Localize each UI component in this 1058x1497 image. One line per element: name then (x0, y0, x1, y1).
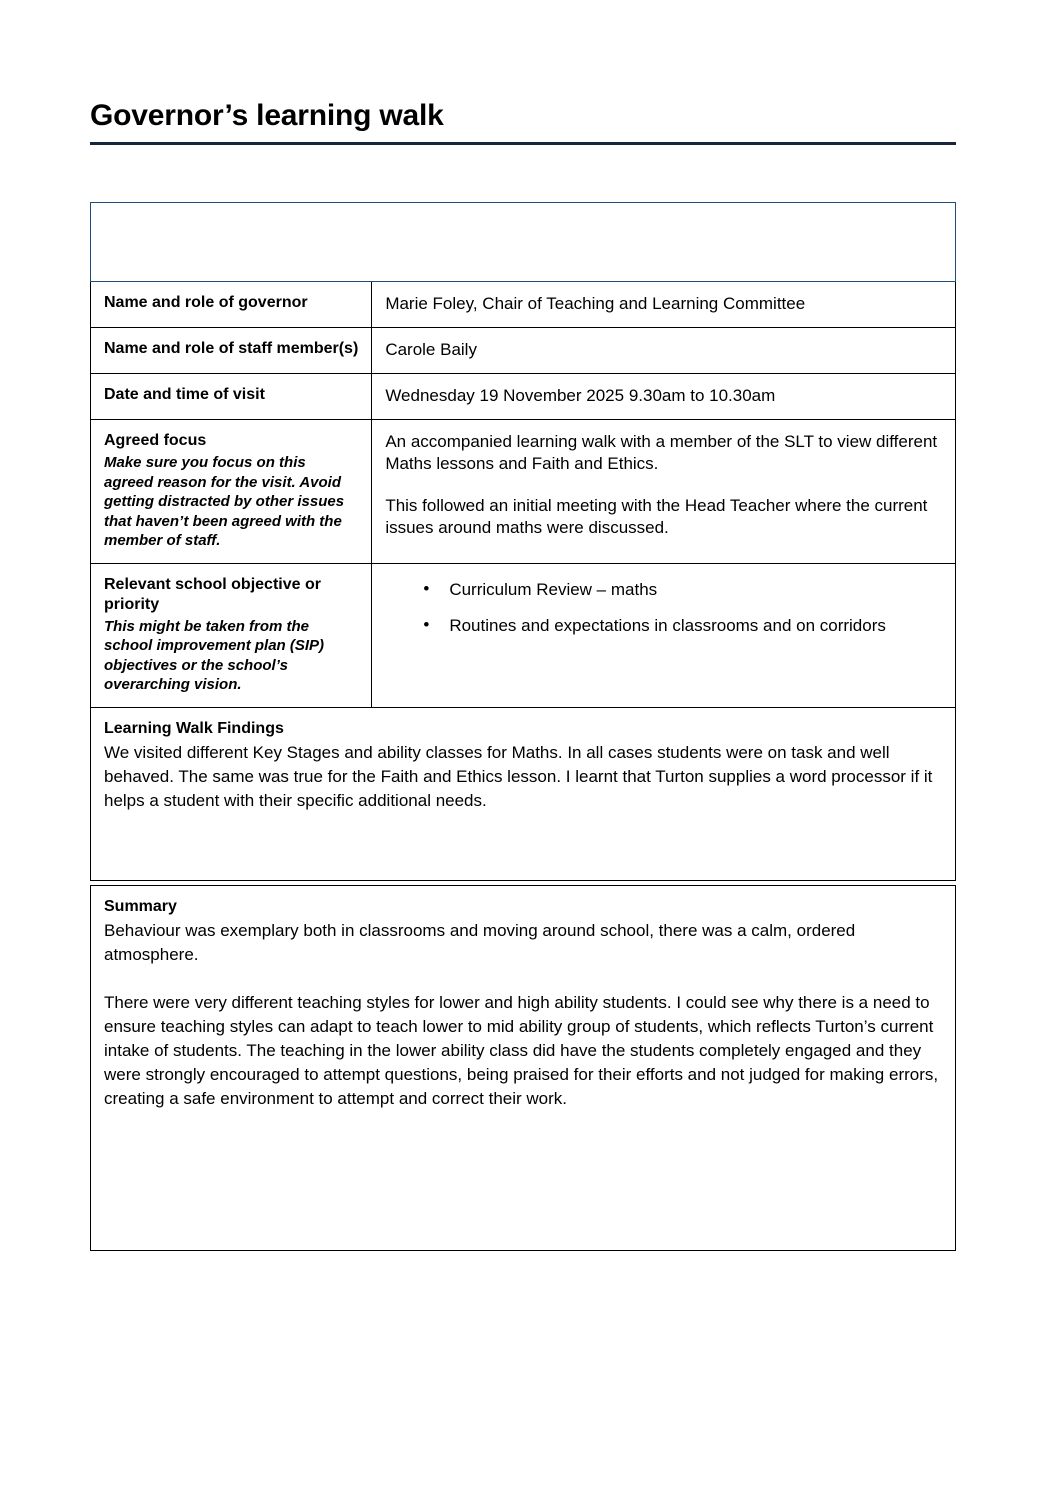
row-label-cell-objective (91, 563, 372, 707)
section-title: Summary (104, 897, 177, 915)
table-row (91, 374, 956, 420)
findings-section-cell (91, 707, 956, 880)
row-value-paragraph: This followed an initial meeting with the Head Teacher where the current issues around maths were discussed. (385, 496, 928, 537)
row-value-paragraph: An accompanied learning walk with a member of the SLT to view different Maths lessons and Faith and Ethics. (385, 432, 938, 473)
row-label-cell-datetime (91, 374, 372, 420)
table-header-row (91, 203, 956, 282)
row-value-cell-objective (372, 563, 956, 707)
title-rule (90, 142, 956, 145)
plan-header-cell (91, 203, 956, 282)
table-row (91, 420, 956, 564)
table-row (91, 563, 956, 707)
row-value-cell-governor (372, 282, 956, 328)
table-row (91, 707, 956, 880)
row-value-cell-datetime (372, 374, 956, 420)
row-label: Name and role of staff member(s) (104, 340, 359, 357)
row-value: Wednesday 19 November 2025 9.30am to 10.30am (385, 386, 776, 405)
row-label: Agreed focus (104, 432, 207, 449)
table-row (91, 328, 956, 374)
section-paragraph: Behaviour was exemplary both in classrooms and moving around school, there was a calm, ordered atmosphere. (104, 920, 856, 964)
section-paragraph: We visited different Key Stages and ability classes for Maths. In all cases students were on task and well behaved. The same was true for the Faith and Ethics lesson. I learnt that Turton supplies a word processor if it helps a student with their specific additional needs. (104, 742, 933, 810)
row-label-cell-governor (91, 282, 372, 328)
list-item: • Routines and expectations in classrooms and on corridors (423, 615, 942, 637)
page-title: Governor’s learning walk (90, 99, 444, 132)
title-block (90, 98, 956, 145)
row-value-cell-staff (372, 328, 956, 374)
row-label: Relevant school objective or priority (104, 575, 321, 613)
row-value: Marie Foley, Chair of Teaching and Learning Committee (385, 294, 806, 313)
row-label-note: Make sure you focus on this agreed reason for the visit. Avoid getting distracted by other issues that haven’t been agreed with the member of staff. (104, 454, 345, 549)
learning-walk-table (90, 202, 956, 1251)
objective-bullet-list (385, 579, 942, 637)
row-label-cell-agreed-focus (91, 420, 372, 564)
table-row (91, 885, 956, 1250)
table-row (91, 282, 956, 328)
row-label: Date and time of visit (104, 386, 265, 403)
row-value-cell-agreed-focus (372, 420, 956, 564)
row-value: Carole Baily (385, 340, 477, 359)
row-label-cell-staff (91, 328, 372, 374)
section-title: Learning Walk Findings (104, 719, 284, 737)
section-paragraph: There were very different teaching styles for lower and high ability students. I could see why there is a need to ensure teaching styles can adapt to teach lower to mid ability group of students, which reflects Turton’s current intake of students. The teaching in the lower ability class did have the students completely engaged and they were strongly encouraged to attempt questions, being praised for their efforts and not judged for making errors, creating a safe environment to attempt and correct their work. (104, 992, 939, 1108)
summary-section-cell (91, 885, 956, 1250)
list-item: • Curriculum Review – maths (423, 579, 942, 601)
row-label-note: This might be taken from the school improvement plan (SIP) objectives or the school’s overarching vision. (104, 617, 325, 693)
row-label: Name and role of governor (104, 294, 308, 311)
plan-header-label: Plan (105, 221, 140, 240)
